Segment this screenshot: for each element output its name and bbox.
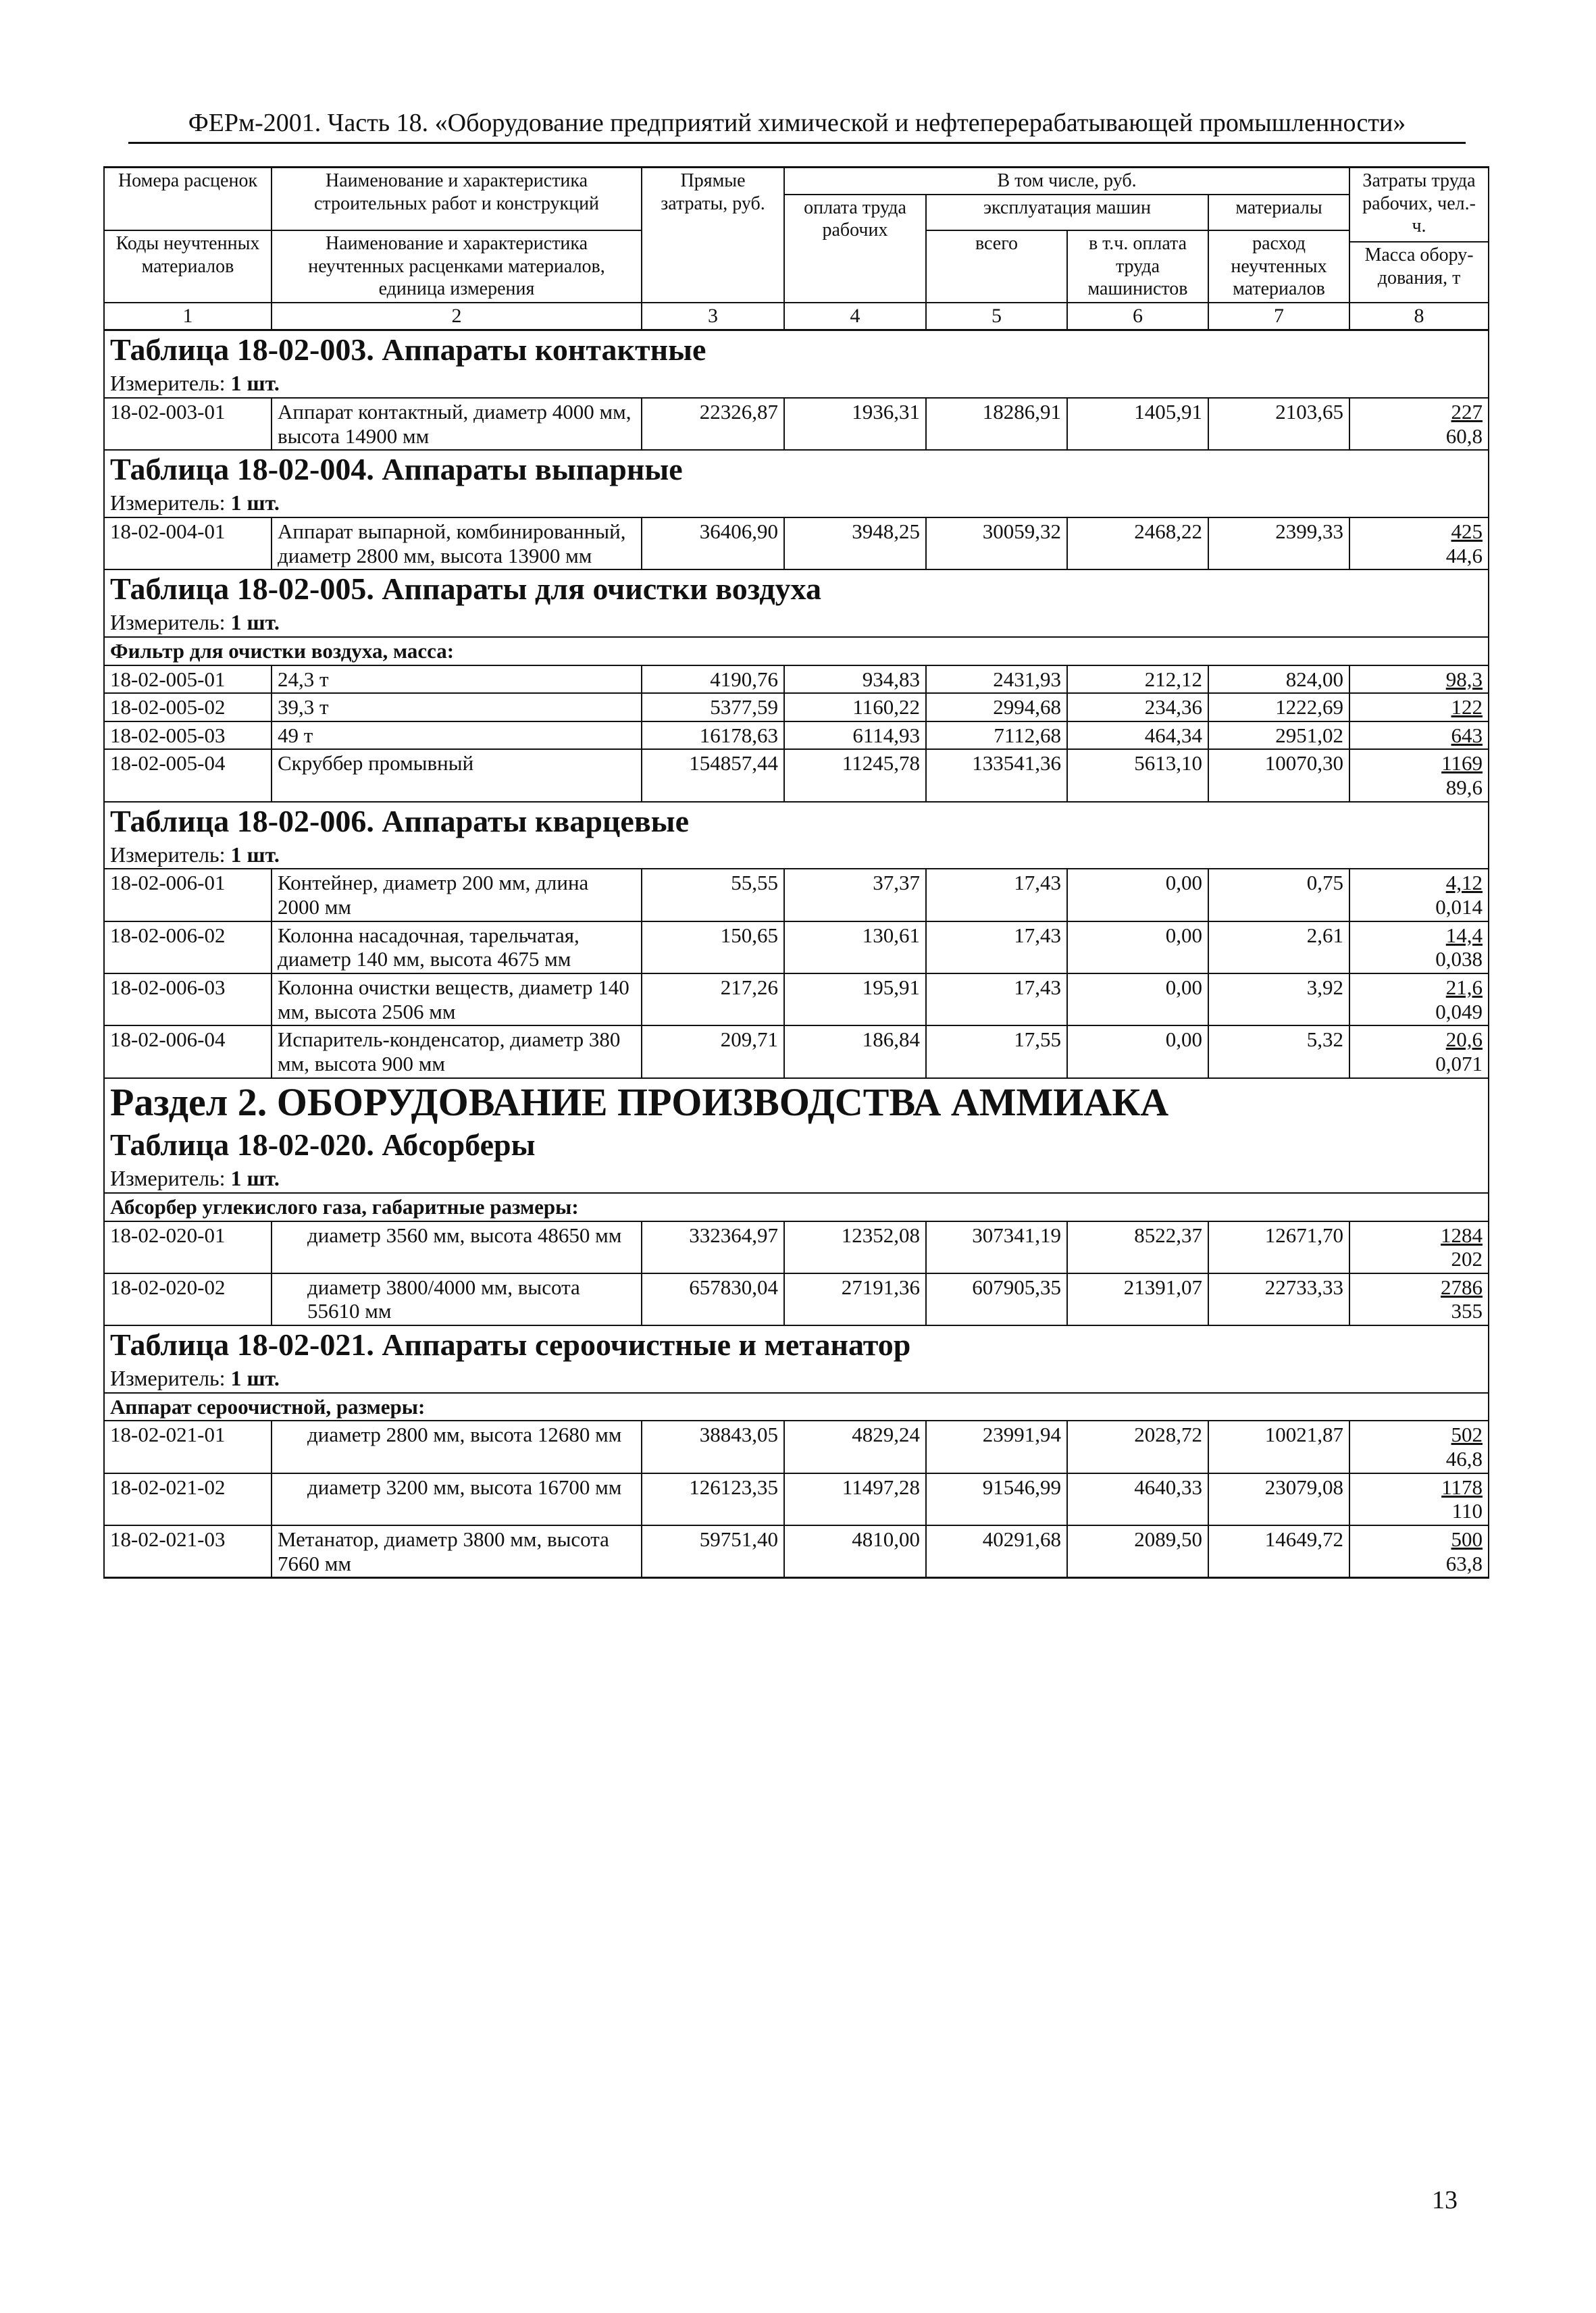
cell-mach: 307341,19: [926, 1221, 1067, 1273]
table-subheader: Аппарат сероочистной, размеры:: [104, 1393, 1489, 1421]
cell-labor: 934,83: [784, 665, 926, 694]
cell-mach: 2431,93: [926, 665, 1067, 694]
col-number: 6: [1067, 303, 1208, 330]
cell-labor: 4810,00: [784, 1525, 926, 1578]
cell-mach-labor: 2468,22: [1067, 517, 1208, 569]
cell-mach-labor: 21391,07: [1067, 1273, 1208, 1325]
cell-mat: 2951,02: [1208, 721, 1349, 750]
cell-code: 18-02-020-01: [104, 1221, 272, 1273]
cell-direct: 657830,04: [642, 1273, 784, 1325]
cell-labor: 1936,31: [784, 398, 926, 450]
table-subheader: Фильтр для очистки воздуха, масса:: [104, 637, 1489, 665]
equipment-mass: 44,6: [1445, 543, 1483, 567]
table-head: [104, 168, 1489, 330]
cell-name: Метанатор, диаметр 3800 мм, высота 7660 мм: [272, 1525, 642, 1578]
cell-code: 18-02-005-04: [104, 749, 272, 801]
col-number: 5: [926, 303, 1067, 330]
header-col7: расход неучтенных материалов: [1208, 230, 1349, 303]
equipment-mass: 355: [1451, 1299, 1483, 1323]
table-title: Таблица 18-02-020. Абсорберы: [104, 1126, 1489, 1165]
cell-name: Аппарат выпарной, комбинированный, диаметр 2800 мм, высота 13900 мм: [272, 517, 642, 569]
cell-labor-mass: [1349, 1473, 1489, 1525]
table-row: [104, 1025, 1489, 1077]
cell-labor-mass: [1349, 665, 1489, 694]
measure-line: [104, 489, 1489, 517]
cell-labor: 11245,78: [784, 749, 926, 801]
table-title: Таблица 18-02-021. Аппараты сероочистные и метанатор: [104, 1325, 1489, 1365]
labor-hours: 2786: [1441, 1275, 1483, 1299]
cell-mach: 17,43: [926, 921, 1067, 973]
cell-mat: 10021,87: [1208, 1421, 1349, 1473]
labor-hours: 122: [1451, 695, 1483, 719]
cell-mat: 12671,70: [1208, 1221, 1349, 1273]
equipment-mass: 46,8: [1445, 1447, 1483, 1471]
measure-value: 1 шт.: [230, 490, 280, 515]
equipment-mass: 0,071: [1435, 1051, 1483, 1075]
header-machines: эксплуатация машин: [926, 195, 1208, 230]
cell-mat: 2399,33: [1208, 517, 1349, 569]
table-row: [104, 665, 1489, 694]
header-col1-bottom: Коды неучтенных материалов: [104, 230, 272, 303]
measure-value: 1 шт.: [230, 610, 280, 635]
cell-name: диаметр 2800 мм, высота 12680 мм: [272, 1421, 642, 1473]
measure-label: Измеритель:: [110, 842, 226, 867]
cell-labor-mass: [1349, 1525, 1489, 1578]
cell-labor-mass: [1349, 693, 1489, 721]
measure-value: 1 шт.: [230, 1366, 280, 1391]
equipment-mass: 0,014: [1435, 895, 1483, 919]
cell-code: 18-02-005-03: [104, 721, 272, 750]
cell-mach-labor: 1405,91: [1067, 398, 1208, 450]
equipment-mass: 63,8: [1445, 1551, 1483, 1575]
labor-hours: 1178: [1441, 1475, 1483, 1499]
measure-label: Измеритель:: [110, 610, 226, 635]
col-number: 3: [642, 303, 784, 330]
cell-mat: 22733,33: [1208, 1273, 1349, 1325]
labor-hours: 500: [1451, 1527, 1483, 1552]
cell-name: Аппарат контактный, диаметр 4000 мм, высота 14900 мм: [272, 398, 642, 450]
measure-value: 1 шт.: [230, 371, 280, 396]
cell-mat: 0,75: [1208, 869, 1349, 921]
cell-mat: 2103,65: [1208, 398, 1349, 450]
table-row: [104, 517, 1489, 569]
measure-value: 1 шт.: [230, 842, 280, 867]
labor-hours: 14,4: [1445, 923, 1483, 947]
header-col2-top: Наименование и характеристика строительных работ и конструкций: [272, 168, 642, 230]
table-row: [104, 1273, 1489, 1325]
labor-hours: 1284: [1441, 1223, 1483, 1247]
header-incl: В том числе, руб.: [784, 168, 1349, 195]
cell-direct: 59751,40: [642, 1525, 784, 1578]
cell-mach-labor: 5613,10: [1067, 749, 1208, 801]
header-col6: в т.ч. оплата труда машинистов: [1067, 230, 1208, 303]
cell-labor: 4829,24: [784, 1421, 926, 1473]
table-row: [104, 1473, 1489, 1525]
table-row: [104, 721, 1489, 750]
header-col1-top: Номера расценок: [104, 168, 272, 230]
cell-name: 49 т: [272, 721, 642, 750]
cell-code: 18-02-003-01: [104, 398, 272, 450]
cell-mach: 17,43: [926, 869, 1067, 921]
cell-direct: 4190,76: [642, 665, 784, 694]
labor-hours: 227: [1451, 399, 1483, 424]
measure-line: [104, 1165, 1489, 1193]
cell-direct: 154857,44: [642, 749, 784, 801]
table-body: [104, 330, 1489, 1578]
cell-code: 18-02-006-02: [104, 921, 272, 973]
header-col8-bottom: Масса обору- дования, т: [1349, 242, 1489, 303]
header-col5: всего: [926, 230, 1067, 303]
cell-mach-labor: 4640,33: [1067, 1473, 1208, 1525]
cell-mach: 23991,94: [926, 1421, 1067, 1473]
cell-mat: 23079,08: [1208, 1473, 1349, 1525]
table-title: Таблица 18-02-004. Аппараты выпарные: [104, 450, 1489, 489]
measure-line: [104, 1365, 1489, 1393]
labor-hours: 502: [1451, 1423, 1483, 1447]
cell-labor-mass: [1349, 973, 1489, 1025]
equipment-mass: 110: [1451, 1499, 1483, 1523]
labor-hours: 98,3: [1445, 667, 1483, 691]
equipment-mass: 89,6: [1445, 776, 1483, 800]
equipment-mass: 0,049: [1435, 999, 1483, 1023]
header-col3: Прямые затраты, руб.: [642, 168, 784, 303]
cell-mach: 607905,35: [926, 1273, 1067, 1325]
table-subheader: Абсорбер углекислого газа, габаритные размеры:: [104, 1193, 1489, 1221]
header-col2-bottom: Наименование и характеристика неучтенных расценками материалов, единица измерения: [272, 230, 642, 303]
table-row: [104, 693, 1489, 721]
measure-value: 1 шт.: [230, 1166, 280, 1191]
cell-mach-labor: 234,36: [1067, 693, 1208, 721]
cell-name: диаметр 3560 мм, высота 48650 мм: [272, 1221, 642, 1273]
cell-mach-labor: 2028,72: [1067, 1421, 1208, 1473]
cell-direct: 22326,87: [642, 398, 784, 450]
cell-mach-labor: 2089,50: [1067, 1525, 1208, 1578]
cell-labor-mass: [1349, 517, 1489, 569]
cell-labor-mass: [1349, 749, 1489, 801]
cell-labor: 186,84: [784, 1025, 926, 1077]
cell-mach: 2994,68: [926, 693, 1067, 721]
col-number: 7: [1208, 303, 1349, 330]
cell-mach: 133541,36: [926, 749, 1067, 801]
cell-mach: 91546,99: [926, 1473, 1067, 1525]
cell-code: 18-02-005-01: [104, 665, 272, 694]
cell-name: Испаритель-конденсатор, диаметр 380 мм, высота 900 мм: [272, 1025, 642, 1077]
cell-mach-labor: 0,00: [1067, 1025, 1208, 1077]
table-row: [104, 869, 1489, 921]
col-number: 1: [104, 303, 272, 330]
cell-labor: 6114,93: [784, 721, 926, 750]
measure-label: Измеритель:: [110, 371, 226, 396]
cell-mach-labor: 0,00: [1067, 869, 1208, 921]
table-row: [104, 749, 1489, 801]
section-title: Раздел 2. ОБОРУДОВАНИЕ ПРОИЗВОДСТВА АММИАКА: [104, 1078, 1489, 1127]
header-materials: материалы: [1208, 195, 1349, 230]
cell-direct: 38843,05: [642, 1421, 784, 1473]
labor-hours: 20,6: [1445, 1027, 1483, 1052]
table-row: [104, 921, 1489, 973]
table-title: Таблица 18-02-006. Аппараты кварцевые: [104, 802, 1489, 841]
cell-direct: 126123,35: [642, 1473, 784, 1525]
cell-mach: 40291,68: [926, 1525, 1067, 1578]
cell-code: 18-02-006-04: [104, 1025, 272, 1077]
measure-line: [104, 609, 1489, 637]
cell-direct: 209,71: [642, 1025, 784, 1077]
table-row: [104, 1421, 1489, 1473]
cell-labor-mass: [1349, 721, 1489, 750]
col-number: 4: [784, 303, 926, 330]
labor-hours: 4,12: [1445, 871, 1483, 895]
cell-labor: 195,91: [784, 973, 926, 1025]
measure-line: [104, 370, 1489, 398]
cell-mat: 14649,72: [1208, 1525, 1349, 1578]
cell-mach-labor: 464,34: [1067, 721, 1208, 750]
cell-mat: 10070,30: [1208, 749, 1349, 801]
cell-name: Скруббер промывный: [272, 749, 642, 801]
cell-code: 18-02-006-01: [104, 869, 272, 921]
cell-name: Контейнер, диаметр 200 мм, длина 2000 мм: [272, 869, 642, 921]
measure-label: Измеритель:: [110, 1366, 226, 1391]
cell-labor: 12352,08: [784, 1221, 926, 1273]
cell-mach: 17,55: [926, 1025, 1067, 1077]
column-numbers: [104, 303, 1489, 330]
cell-direct: 16178,63: [642, 721, 784, 750]
rates-table: [103, 166, 1489, 1579]
cell-mat: 824,00: [1208, 665, 1349, 694]
cell-mat: 1222,69: [1208, 693, 1349, 721]
labor-hours: 425: [1451, 519, 1483, 543]
cell-labor-mass: [1349, 1025, 1489, 1077]
cell-mach-labor: 8522,37: [1067, 1221, 1208, 1273]
cell-labor-mass: [1349, 1421, 1489, 1473]
cell-labor: 37,37: [784, 869, 926, 921]
cell-labor: 1160,22: [784, 693, 926, 721]
cell-code: 18-02-004-01: [104, 517, 272, 569]
measure-label: Измеритель:: [110, 1166, 226, 1191]
cell-name: 39,3 т: [272, 693, 642, 721]
cell-labor-mass: [1349, 398, 1489, 450]
measure-line: [104, 841, 1489, 869]
cell-labor-mass: [1349, 869, 1489, 921]
cell-labor: 130,61: [784, 921, 926, 973]
cell-name: диаметр 3200 мм, высота 16700 мм: [272, 1473, 642, 1525]
header-col4: оплата труда рабочих: [784, 195, 926, 303]
cell-name: 24,3 т: [272, 665, 642, 694]
cell-direct: 55,55: [642, 869, 784, 921]
cell-mach-labor: 0,00: [1067, 973, 1208, 1025]
cell-code: 18-02-020-02: [104, 1273, 272, 1325]
table-row: [104, 973, 1489, 1025]
cell-code: 18-02-006-03: [104, 973, 272, 1025]
cell-mach: 7112,68: [926, 721, 1067, 750]
cell-mach: 18286,91: [926, 398, 1067, 450]
page-number: 13: [1432, 2186, 1458, 2214]
cell-direct: 5377,59: [642, 693, 784, 721]
cell-name: Колонна насадочная, тарельчатая, диаметр 140 мм, высота 4675 мм: [272, 921, 642, 973]
equipment-mass: 60,8: [1445, 424, 1483, 448]
table-row: [104, 1525, 1489, 1578]
labor-hours: 643: [1451, 723, 1483, 747]
table-title: Таблица 18-02-005. Аппараты для очистки воздуха: [104, 569, 1489, 609]
cell-labor: 27191,36: [784, 1273, 926, 1325]
cell-direct: 332364,97: [642, 1221, 784, 1273]
cell-direct: 150,65: [642, 921, 784, 973]
cell-mach-labor: 212,12: [1067, 665, 1208, 694]
cell-direct: 217,26: [642, 973, 784, 1025]
col-number: 8: [1349, 303, 1489, 330]
labor-hours: 1169: [1441, 751, 1483, 776]
cell-mach: 17,43: [926, 973, 1067, 1025]
cell-code: 18-02-021-02: [104, 1473, 272, 1525]
cell-name: Колонна очистки веществ, диаметр 140 мм, высота 2506 мм: [272, 973, 642, 1025]
cell-labor-mass: [1349, 1273, 1489, 1325]
cell-labor: 3948,25: [784, 517, 926, 569]
equipment-mass: 0,038: [1435, 947, 1483, 971]
cell-mat: 5,32: [1208, 1025, 1349, 1077]
page-header: ФЕРм-2001. Часть 18. «Оборудование предприятий химической и нефтеперерабатывающей промышленности»: [128, 108, 1466, 144]
cell-mach: 30059,32: [926, 517, 1067, 569]
cell-labor: 11497,28: [784, 1473, 926, 1525]
equipment-mass: 202: [1451, 1247, 1483, 1271]
col-number: 2: [272, 303, 642, 330]
header-col8-top: Затраты труда рабочих, чел.-ч.: [1349, 168, 1489, 242]
cell-labor-mass: [1349, 1221, 1489, 1273]
cell-mat: 2,61: [1208, 921, 1349, 973]
cell-direct: 36406,90: [642, 517, 784, 569]
table-title: Таблица 18-02-003. Аппараты контактные: [104, 330, 1489, 370]
cell-code: 18-02-021-01: [104, 1421, 272, 1473]
cell-code: 18-02-021-03: [104, 1525, 272, 1578]
table-row: [104, 398, 1489, 450]
cell-code: 18-02-005-02: [104, 693, 272, 721]
labor-hours: 21,6: [1445, 975, 1483, 999]
cell-mat: 3,92: [1208, 973, 1349, 1025]
table-row: [104, 1221, 1489, 1273]
cell-name: диаметр 3800/4000 мм, высота 55610 мм: [272, 1273, 642, 1325]
cell-mach-labor: 0,00: [1067, 921, 1208, 973]
cell-labor-mass: [1349, 921, 1489, 973]
measure-label: Измеритель:: [110, 490, 226, 515]
